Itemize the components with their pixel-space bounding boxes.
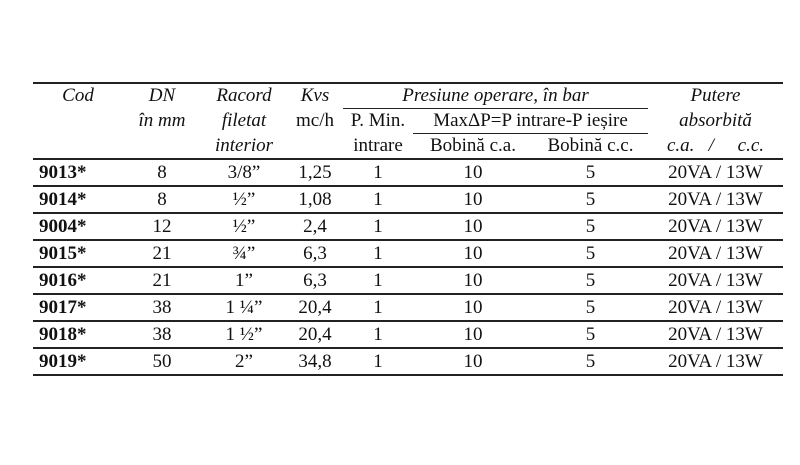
cell-bobina-cc: 5 bbox=[533, 213, 648, 240]
cell-cod: 9018* bbox=[33, 321, 123, 348]
table-body bbox=[33, 159, 783, 375]
cell-bobina-cc: 5 bbox=[533, 186, 648, 213]
cell-cod: 9015* bbox=[33, 240, 123, 267]
header-pmin-2: intrare bbox=[343, 134, 413, 160]
header-bobina-cc: Bobină c.c. bbox=[533, 134, 648, 160]
cell-cod: 9019* bbox=[33, 348, 123, 375]
cell-kvs: 1,25 bbox=[287, 159, 343, 186]
table-row bbox=[33, 186, 783, 213]
cell-putere: 20VA / 13W bbox=[648, 240, 783, 267]
cell-pmin: 1 bbox=[343, 267, 413, 294]
cell-pmin: 1 bbox=[343, 186, 413, 213]
cell-bobina-ca: 10 bbox=[413, 213, 533, 240]
cell-kvs: 20,4 bbox=[287, 294, 343, 321]
header-racord-3: interior bbox=[201, 134, 287, 160]
cell-pmin: 1 bbox=[343, 321, 413, 348]
cell-bobina-ca: 10 bbox=[413, 159, 533, 186]
cell-bobina-cc: 5 bbox=[533, 267, 648, 294]
cell-bobina-cc: 5 bbox=[533, 348, 648, 375]
table-header bbox=[33, 83, 783, 159]
cell-dn: 8 bbox=[123, 159, 201, 186]
header-maxdp: MaxΔP=P intrare-P ieșire bbox=[413, 109, 648, 134]
cell-kvs: 2,4 bbox=[287, 213, 343, 240]
table-row bbox=[33, 267, 783, 294]
cell-bobina-ca: 10 bbox=[413, 321, 533, 348]
cell-putere: 20VA / 13W bbox=[648, 294, 783, 321]
cell-kvs: 20,4 bbox=[287, 321, 343, 348]
cell-cod: 9017* bbox=[33, 294, 123, 321]
cell-bobina-ca: 10 bbox=[413, 186, 533, 213]
cell-cod: 9016* bbox=[33, 267, 123, 294]
cell-pmin: 1 bbox=[343, 348, 413, 375]
cell-bobina-ca: 10 bbox=[413, 240, 533, 267]
cell-bobina-cc: 5 bbox=[533, 321, 648, 348]
cell-putere: 20VA / 13W bbox=[648, 213, 783, 240]
cell-putere: 20VA / 13W bbox=[648, 267, 783, 294]
table-row bbox=[33, 321, 783, 348]
header-pmin: P. Min. bbox=[350, 110, 406, 132]
cell-kvs: 34,8 bbox=[287, 348, 343, 375]
cell-dn: 12 bbox=[123, 213, 201, 240]
cell-putere: 20VA / 13W bbox=[648, 186, 783, 213]
cell-racord: 3/8” bbox=[201, 159, 287, 186]
header-bobina-ca: Bobină c.a. bbox=[413, 134, 533, 160]
header-cod: Cod bbox=[33, 83, 123, 109]
cell-bobina-ca: 10 bbox=[413, 348, 533, 375]
table-row bbox=[33, 159, 783, 186]
cell-dn: 38 bbox=[123, 294, 201, 321]
table-row bbox=[33, 294, 783, 321]
table-row bbox=[33, 240, 783, 267]
cell-racord: ½” bbox=[201, 213, 287, 240]
header-putere-2: absorbită bbox=[679, 110, 752, 131]
table-row bbox=[33, 348, 783, 375]
header-presiune: Presiune operare, în bar bbox=[343, 83, 648, 109]
cell-bobina-ca: 10 bbox=[413, 267, 533, 294]
header-dn-unit: în mm bbox=[138, 110, 186, 131]
header-dn: DN bbox=[123, 83, 201, 109]
cell-bobina-cc: 5 bbox=[533, 159, 648, 186]
cell-cod: 9004* bbox=[33, 213, 123, 240]
cell-dn: 21 bbox=[123, 267, 201, 294]
cell-dn: 38 bbox=[123, 321, 201, 348]
cell-putere: 20VA / 13W bbox=[648, 348, 783, 375]
cell-racord: 1 ½” bbox=[201, 321, 287, 348]
cell-kvs: 6,3 bbox=[287, 267, 343, 294]
spec-table bbox=[33, 82, 783, 376]
cell-pmin: 1 bbox=[343, 159, 413, 186]
cell-dn: 50 bbox=[123, 348, 201, 375]
cell-cod: 9014* bbox=[33, 186, 123, 213]
cell-kvs: 6,3 bbox=[287, 240, 343, 267]
cell-racord: ½” bbox=[201, 186, 287, 213]
cell-racord: 2” bbox=[201, 348, 287, 375]
cell-pmin: 1 bbox=[343, 294, 413, 321]
header-putere-3: c.a. / c.c. bbox=[648, 134, 783, 160]
header-putere: Putere bbox=[648, 83, 783, 109]
cell-bobina-ca: 10 bbox=[413, 294, 533, 321]
table-row bbox=[33, 213, 783, 240]
cell-bobina-cc: 5 bbox=[533, 294, 648, 321]
header-racord: Racord bbox=[201, 83, 287, 109]
cell-pmin: 1 bbox=[343, 213, 413, 240]
cell-cod: 9013* bbox=[33, 159, 123, 186]
cell-putere: 20VA / 13W bbox=[648, 159, 783, 186]
header-kvs-unit: mc/h bbox=[296, 110, 334, 131]
cell-kvs: 1,08 bbox=[287, 186, 343, 213]
cell-racord: ¾” bbox=[201, 240, 287, 267]
cell-dn: 8 bbox=[123, 186, 201, 213]
header-racord-2: filetat bbox=[221, 110, 267, 131]
cell-pmin: 1 bbox=[343, 240, 413, 267]
cell-putere: 20VA / 13W bbox=[648, 321, 783, 348]
cell-dn: 21 bbox=[123, 240, 201, 267]
spec-table-container bbox=[33, 82, 783, 376]
cell-racord: 1” bbox=[201, 267, 287, 294]
cell-racord: 1 ¼” bbox=[201, 294, 287, 321]
cell-bobina-cc: 5 bbox=[533, 240, 648, 267]
header-kvs: Kvs bbox=[287, 83, 343, 109]
